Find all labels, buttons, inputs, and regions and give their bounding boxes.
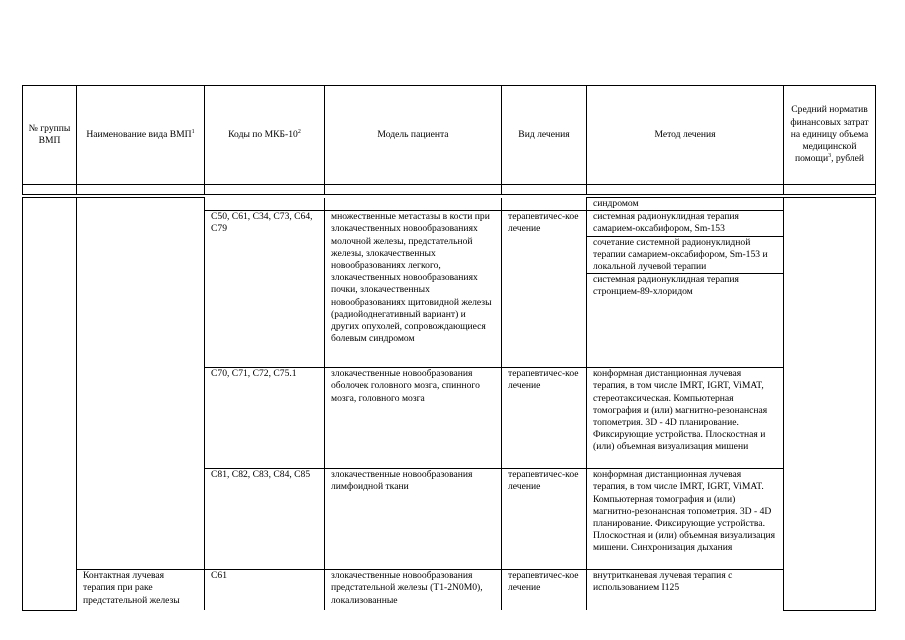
- model-cell: злокачественные новообразования лимфоидной ткани: [325, 469, 502, 570]
- codes-cell: [205, 198, 325, 211]
- header-patient-model: Модель пациента: [325, 86, 502, 185]
- method-item: сочетание системной радионуклидной терапии самарием-оксабифором, Sm-153 и локальной лучевой терапии: [587, 237, 783, 275]
- treatment-cell: терапевтичес-кое лечение: [502, 211, 587, 368]
- header-icd-codes: Коды по МКБ-$10^2$: [205, 86, 325, 185]
- method-cell: конформная дистанционная лучевая терапия, в том числе IMRT, IGRT, ViMAT. Компьютерная томография и (или) магнитно-резонансная топометрия. 3D - 4D планирование. Фиксирующие устройства. Плоскостная и (или) объемная визуализация мишени. Синхронизация дыхания: [587, 469, 784, 570]
- codes-cell: C81, C82, C83, C84, C85: [205, 469, 325, 570]
- model-cell: злокачественные новообразования оболочек головного мозга, спинного мозга, головного мозга: [325, 368, 502, 469]
- model-cell: множественные метастазы в кости при злокачественных новообразованиях молочной железы, предстательной железы, злокачественных новообразованиях легкого, злокачественных новообразованиях почки, злокачественных новообразованиях щитовидной железы (радиойоднегативный вариант) и других опухолей, сопровождающиеся болевым синдромом: [325, 211, 502, 368]
- method-cell: [587, 211, 784, 368]
- table-body: [22, 197, 876, 611]
- header-vmp-name: Наименование вида ВМП$^1$: [77, 86, 205, 185]
- table-header: [22, 85, 876, 195]
- treatment-cell: терапевтичес-кое лечение: [502, 368, 587, 469]
- vmp-name-cell: Контактная лучевая терапия при раке предстательной железы: [77, 570, 205, 611]
- codes-cell: C70, C71, C72, C75.1: [205, 368, 325, 469]
- treatment-cell: терапевтичес-кое лечение: [502, 570, 587, 611]
- header-treatment-type: Вид лечения: [502, 86, 587, 185]
- table-row: [23, 198, 876, 211]
- treatment-cell: [502, 198, 587, 211]
- treatment-cell: терапевтичес-кое лечение: [502, 469, 587, 570]
- header-treatment-method: Метод лечения: [587, 86, 784, 185]
- method-cell: конформная дистанционная лучевая терапия, в том числе IMRT, IGRT, ViMAT, стереотаксическая. Компьютерная томография и (или) магнитно-резонансная топометрия. 3D - 4D планирование. Фиксирующие устройства. Плоскостная и (или) объемная визуализация мишени: [587, 368, 784, 469]
- codes-cell: C50, C61, C34, C73, C64, C79: [205, 211, 325, 368]
- cost-cell: [784, 198, 876, 611]
- method-cell: внутритканевая лучевая терапия с использованием I125: [587, 570, 784, 611]
- group-number-cell: [23, 198, 77, 611]
- header-spacer-row: [23, 185, 876, 195]
- header-average-cost: Средний норматив финансовых затрат на единицу объема медицинской помощи$^3$, рублей: [784, 86, 876, 185]
- table-row: [23, 570, 876, 611]
- model-cell: злокачественные новообразования предстательной железы (T1-2N0M0), локализованные: [325, 570, 502, 611]
- model-cell: [325, 198, 502, 211]
- method-cell: синдромом: [587, 198, 784, 211]
- codes-cell: C61: [205, 570, 325, 611]
- method-item: системная радионуклидная терапия стронцием-89-хлоридом: [593, 274, 739, 298]
- vmp-name-cell: [77, 198, 205, 570]
- header-group-number: № группы ВМП: [23, 86, 77, 185]
- method-item: системная радионуклидная терапия самарием-оксабифором, Sm-153: [587, 211, 783, 236]
